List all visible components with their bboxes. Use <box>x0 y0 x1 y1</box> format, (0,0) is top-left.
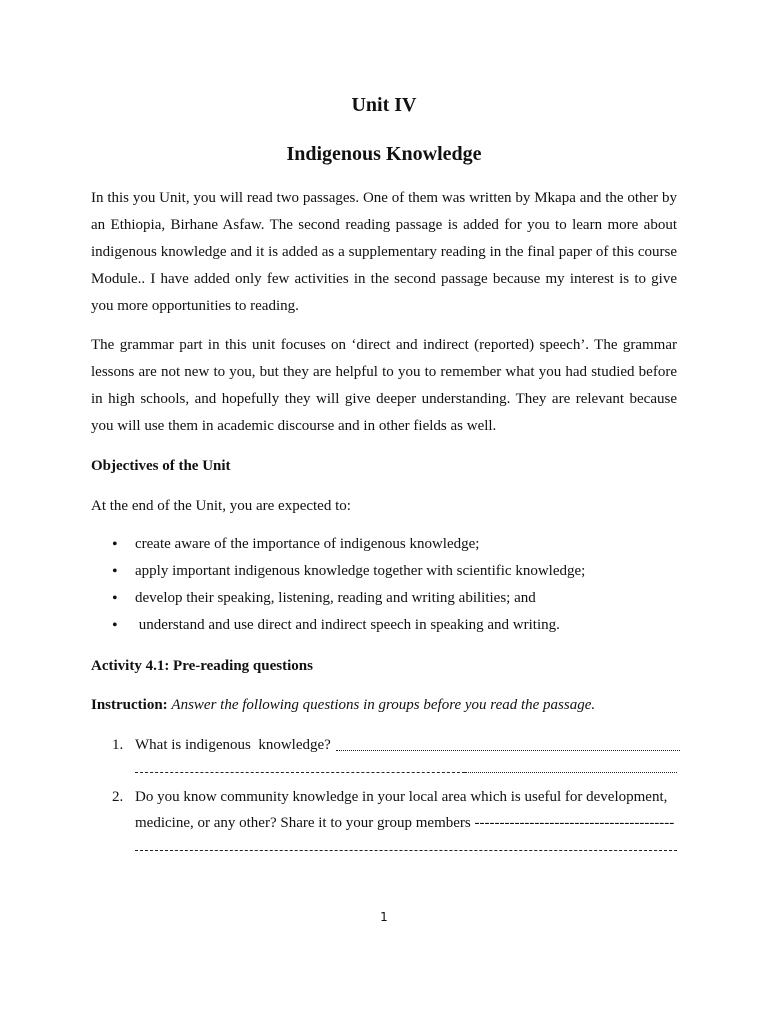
question-text-continued: medicine, or any other? Share it to your group members ---------------------------------------- <box>135 815 675 831</box>
question-text: What is indigenous knowledge? <box>135 737 331 753</box>
bullet-icon: • <box>112 536 118 553</box>
instruction-text: Answer the following questions in groups before you read the passage. <box>171 697 596 713</box>
answer-line[interactable] <box>135 850 677 851</box>
objectives-intro: At the end of the Unit, you are expected to: <box>91 498 351 514</box>
question-number: 1. <box>112 737 124 753</box>
bullet-icon: • <box>112 590 118 607</box>
bullet-icon: • <box>112 563 118 580</box>
list-item <box>112 612 585 639</box>
list-item <box>112 585 585 612</box>
answer-line[interactable] <box>336 750 680 751</box>
objectives-heading: Objectives of the Unit <box>91 458 231 474</box>
objective-text: create aware of the importance of indigenous knowledge; <box>135 536 480 552</box>
instruction <box>91 695 595 715</box>
intro-paragraph-2: The grammar part in this unit focuses on ‘direct and indirect (reported) speech’. The grammar lessons are not new to you, but they are helpful to you to remember what you had studied before in high schools, and hopefully they will give deeper understanding. They are relevant because you will use them in academic discourse and in other fields as well. <box>91 337 677 434</box>
activity-heading: Activity 4.1: Pre-reading questions <box>91 658 313 674</box>
list-item <box>112 531 585 558</box>
question-number: 2. <box>112 789 124 805</box>
question-text: Do you know community knowledge in your local area which is useful for development, <box>135 789 668 805</box>
instruction-label: Instruction: <box>91 697 168 713</box>
page-number: 1 <box>380 910 388 924</box>
list-item <box>112 558 585 585</box>
bullet-icon: • <box>112 617 118 634</box>
answer-line[interactable] <box>465 772 677 773</box>
objective-text: develop their speaking, listening, reading and writing abilities; and <box>135 590 536 606</box>
page-title: Indigenous Knowledge <box>286 143 482 165</box>
answer-line[interactable] <box>135 772 465 773</box>
objectives-list <box>112 531 585 639</box>
unit-title: Unit IV <box>351 94 417 116</box>
objective-text: apply important indigenous knowledge together with scientific knowledge; <box>135 563 586 579</box>
intro-paragraph-1: In this you Unit, you will read two passages. One of them was written by Mkapa and the other by an Ethiopia, Birhane Asfaw. The second reading passage is added for you to learn more about indigenous knowledge and it is added as a supplementary reading in the final paper of this course Module.. I have added only few activities in the second passage because my interest is to give you more opportunities to reading. <box>91 190 677 314</box>
objective-text: understand and use direct and indirect speech in speaking and writing. <box>135 617 560 633</box>
